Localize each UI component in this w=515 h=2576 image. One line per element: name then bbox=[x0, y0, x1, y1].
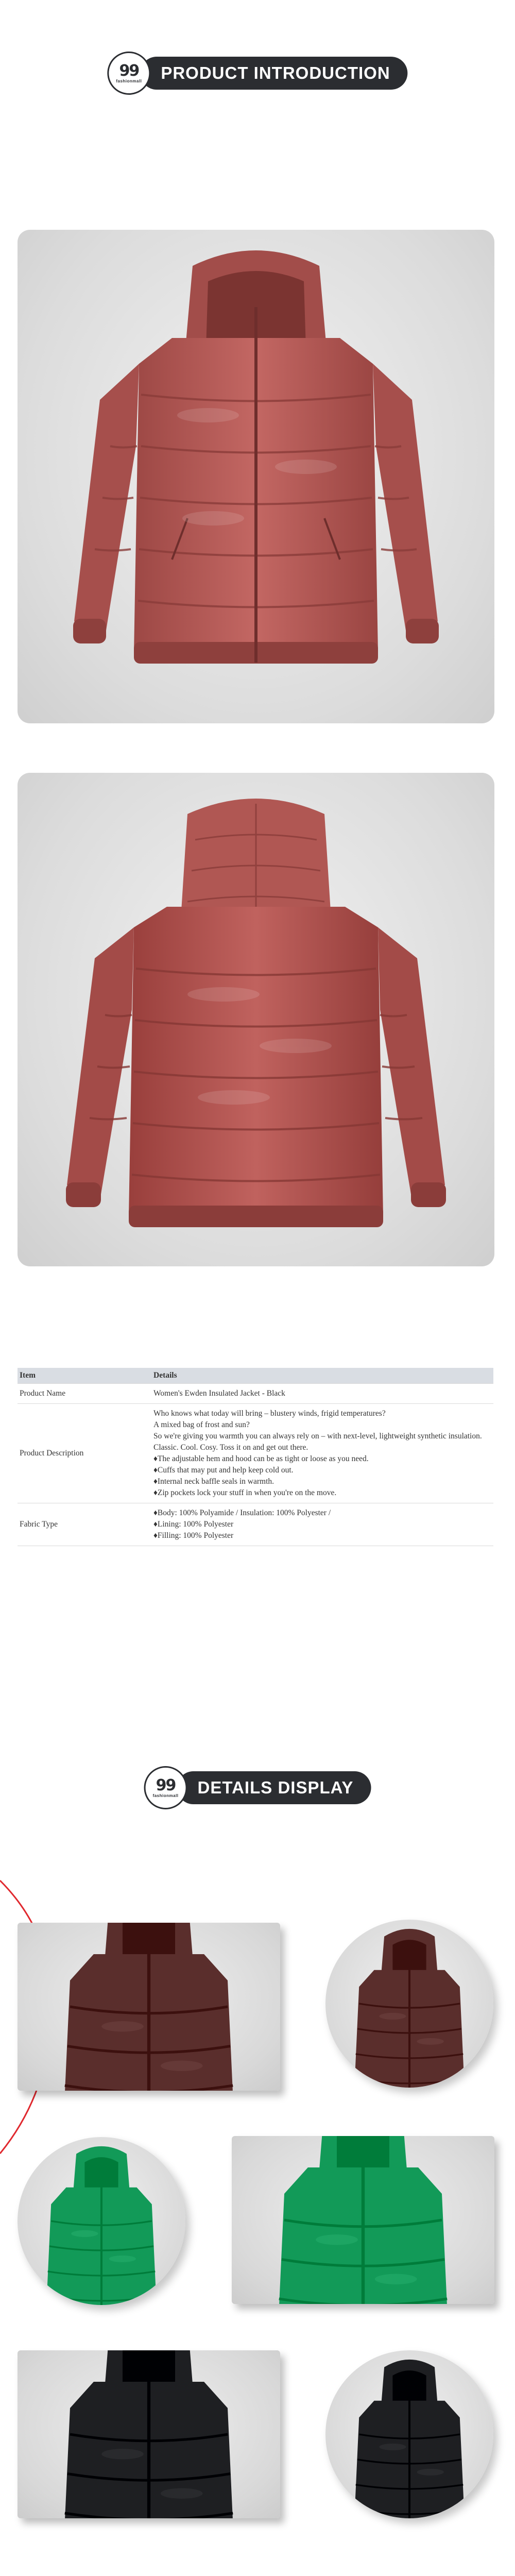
row-key-product-description: Product Description bbox=[18, 1404, 151, 1503]
section-title: PRODUCT INTRODUCTION bbox=[161, 63, 390, 82]
brand-logo-text: fashionmall bbox=[116, 78, 142, 83]
table-header-details: Details bbox=[151, 1368, 493, 1384]
jacket-front-photo bbox=[18, 230, 494, 723]
description-line: ♦Cuffs that may put and help keep cold out. bbox=[153, 1466, 294, 1475]
fabric-line: ♦Filling: 100% Polyester bbox=[153, 1531, 234, 1540]
jacket-illustration bbox=[18, 2350, 280, 2518]
description-line: Who knows what today will bring – blustery winds, frigid temperatures? bbox=[153, 1409, 386, 1418]
table-row bbox=[18, 1404, 493, 1503]
description-line: Classic. Cool. Cosy. Toss it on and get out there. bbox=[153, 1443, 308, 1452]
brand-logo-number: 99 bbox=[156, 1776, 176, 1794]
details-display-badge bbox=[144, 1771, 371, 1804]
row-key-fabric-type: Fabric Type bbox=[18, 1503, 151, 1546]
jacket-illustration bbox=[325, 1920, 493, 2088]
section-title-pill bbox=[140, 57, 407, 90]
brand-logo bbox=[107, 52, 150, 95]
row-value-product-description bbox=[151, 1404, 493, 1503]
fabric-line: ♦Lining: 100% Polyester bbox=[153, 1520, 234, 1529]
detail-photo-brown-round bbox=[325, 1920, 493, 2088]
table-header-row bbox=[18, 1368, 493, 1384]
product-info-table bbox=[18, 1368, 493, 1546]
jacket-illustration bbox=[232, 2136, 494, 2304]
jacket-illustration bbox=[18, 1923, 280, 2091]
description-line: ♦Zip pockets lock your stuff in when you're on the move. bbox=[153, 1488, 337, 1497]
jacket-illustration bbox=[18, 2137, 185, 2305]
fabric-line: ♦Body: 100% Polyamide / Insulation: 100% Polyester / bbox=[153, 1509, 331, 1517]
jacket-illustration bbox=[325, 2350, 493, 2518]
detail-photo-green-hood bbox=[232, 2136, 494, 2304]
brand-logo bbox=[144, 1766, 187, 1809]
row-value-product-name: Women's Ewden Insulated Jacket - Black bbox=[151, 1384, 493, 1404]
detail-photo-black-hood bbox=[18, 2350, 280, 2518]
description-line: So we're giving you warmth you can always rely on – with next-level, lightweight synthetic insulation. bbox=[153, 1432, 482, 1440]
table-row bbox=[18, 1503, 493, 1546]
product-introduction-badge bbox=[107, 57, 407, 90]
row-value-fabric-type bbox=[151, 1503, 493, 1546]
detail-photo-black-round bbox=[325, 2350, 493, 2518]
table-row bbox=[18, 1384, 493, 1404]
detail-photo-brown-hood bbox=[18, 1923, 280, 2091]
section-title-pill bbox=[177, 1771, 371, 1804]
description-line: ♦Internal neck baffle seals in warmth. bbox=[153, 1477, 274, 1486]
brand-logo-number: 99 bbox=[119, 61, 139, 80]
row-key-product-name: Product Name bbox=[18, 1384, 151, 1404]
section-title: DETAILS DISPLAY bbox=[197, 1778, 354, 1797]
description-line: A mixed bag of frost and sun? bbox=[153, 1420, 250, 1429]
table-header-item: Item bbox=[18, 1368, 151, 1384]
description-line: ♦The adjustable hem and hood can be as tight or loose as you need. bbox=[153, 1454, 369, 1463]
jacket-back-photo bbox=[18, 773, 494, 1266]
detail-photo-green-round bbox=[18, 2137, 185, 2305]
brand-logo-text: fashionmall bbox=[152, 1793, 179, 1798]
